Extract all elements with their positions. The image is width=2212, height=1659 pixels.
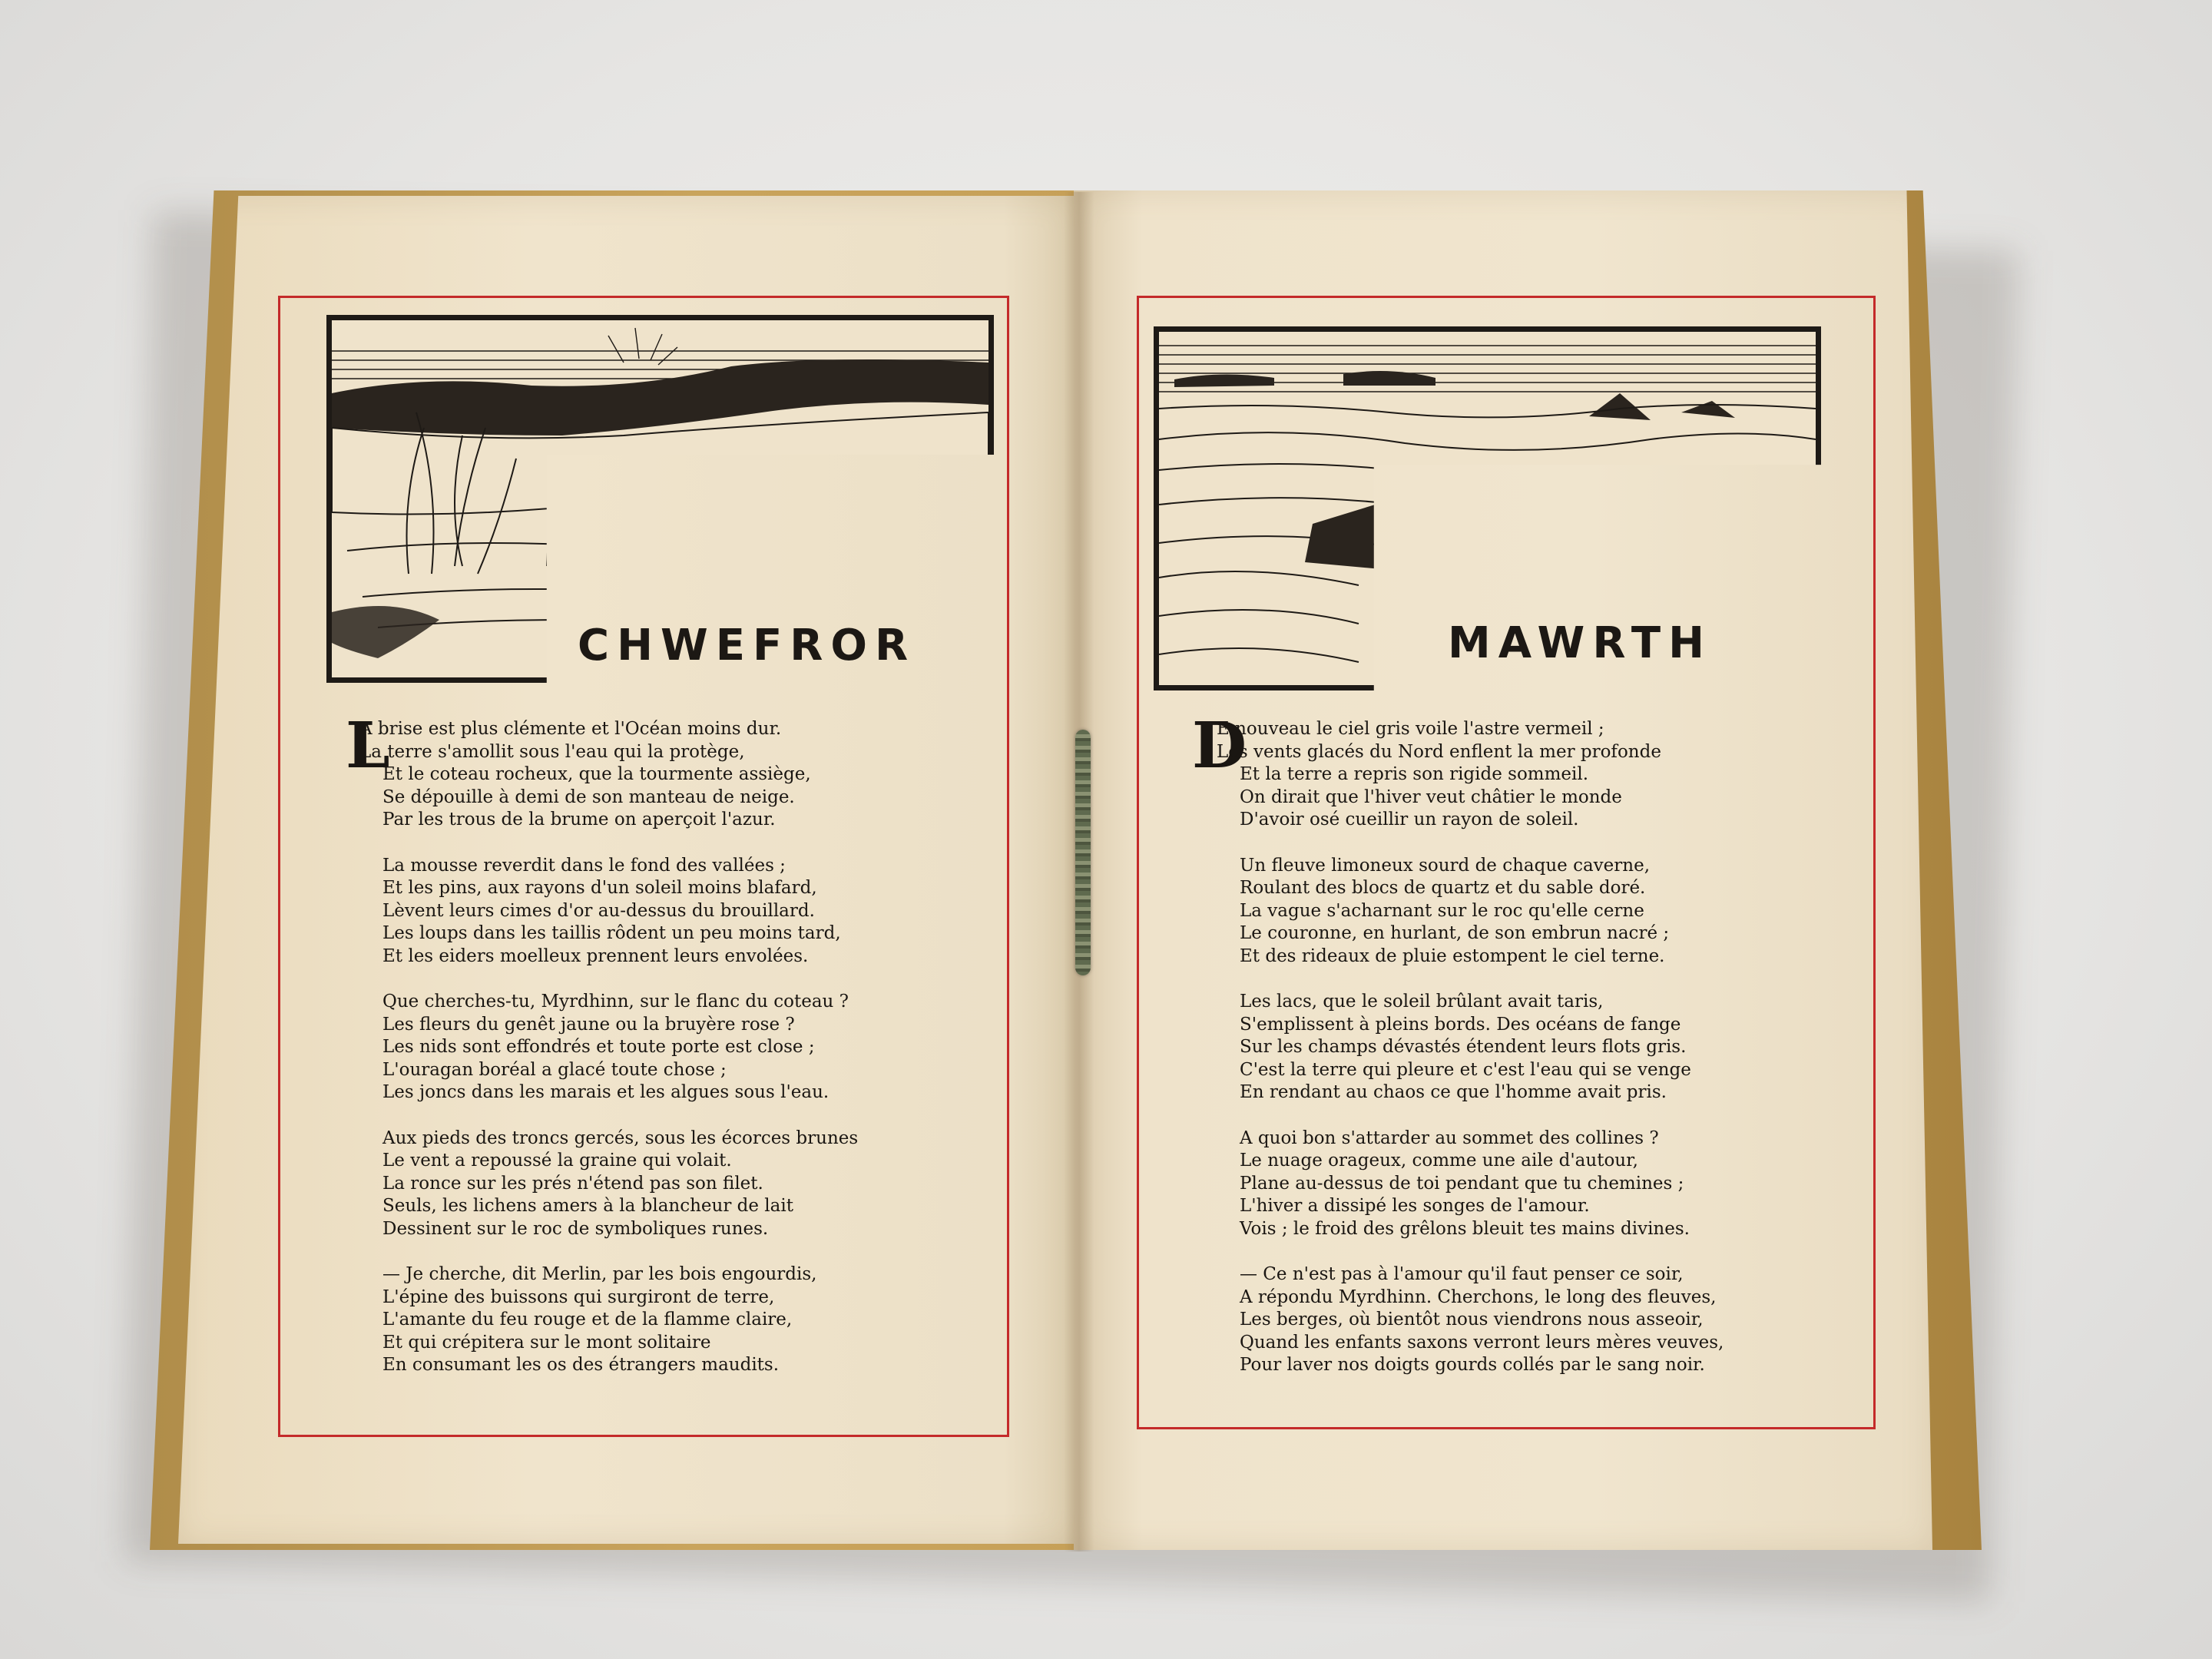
poem-line: Et les eiders moelleux prennent leurs envolées.: [382, 945, 809, 966]
poem-line: E nouveau le ciel gris voile l'astre vermeil ;: [1217, 719, 1604, 739]
poem-stanza: [1240, 1128, 1823, 1241]
poem-line: Roulant des blocs de quartz et du sable doré.: [1240, 878, 1646, 898]
poem-line: La vague s'acharnant sur le roc qu'elle cerne: [1240, 900, 1644, 921]
poem-line: La mousse reverdit dans le fond des vallées ;: [382, 855, 786, 876]
poem-line: La ronce sur les prés n'étend pas son filet.: [382, 1173, 763, 1194]
poem-line: Les joncs dans les marais et les algues sous l'eau.: [382, 1082, 830, 1102]
poem-line: Les loups dans les taillis rôdent un peu moins tard,: [382, 923, 841, 943]
left-dropcap: L: [346, 709, 390, 783]
poem-line: Plane au-dessus de toi pendant que tu chemines ;: [1240, 1173, 1684, 1194]
poem-line: Lèvent leurs cimes d'or au-dessus du brouillard.: [382, 900, 815, 921]
poem-line: Et des rideaux de pluie estompent le ciel terne.: [1240, 945, 1665, 966]
poem-line: L'épine des buissons qui surgiront de terre,: [382, 1286, 775, 1307]
right-poem: [1217, 718, 1823, 1400]
poem-line: Dessinent sur le roc de symboliques runes.: [382, 1218, 769, 1239]
poem-line: Et les pins, aux rayons d'un soleil moins blafard,: [382, 878, 817, 898]
poem-line: On dirait que l'hiver veut châtier le monde: [1240, 786, 1622, 807]
poem-line: A brise est plus clémente et l'Océan moins dur.: [359, 719, 782, 739]
poem-line: Le vent a repoussé la graine qui volait.: [382, 1151, 732, 1171]
poem-line: L'amante du feu rouge et de la flamme claire,: [382, 1310, 793, 1330]
poem-stanza: [1240, 855, 1823, 969]
right-dropcap: D: [1192, 709, 1247, 783]
poem-line: Sur les champs dévastés étendent leurs flots gris.: [1240, 1037, 1687, 1057]
poem-stanza: [382, 855, 966, 969]
poem-line: Le couronne, en hurlant, de son embrun nacré ;: [1240, 923, 1670, 943]
poem-line: A quoi bon s'attarder au sommet des collines ?: [1240, 1128, 1659, 1148]
poem-line: En rendant au chaos ce que l'homme avait pris.: [1240, 1082, 1667, 1102]
poem-line: Un fleuve limoneux sourd de chaque caverne,: [1240, 855, 1651, 876]
poem-line: Se dépouille à demi de son manteau de neige.: [382, 786, 795, 807]
poem-line: Quand les enfants saxons verront leurs mères veuves,: [1240, 1332, 1724, 1353]
poem-line: Aux pieds des troncs gercés, sous les écorces brunes: [382, 1128, 859, 1148]
poem-line: C'est la terre qui pleure et c'est l'eau qui se venge: [1240, 1059, 1691, 1080]
poem-line: — Je cherche, dit Merlin, par les bois engourdis,: [382, 1264, 817, 1284]
poem-line: S'emplissent à pleins bords. Des océans de fange: [1240, 1014, 1681, 1035]
poem-line: Pour laver nos doigts gourds collés par le sang noir.: [1240, 1355, 1705, 1375]
poem-line: Vois ; le froid des grêlons bleuit tes mains divines.: [1240, 1218, 1690, 1239]
poem-stanza: [382, 991, 966, 1104]
left-poem: [359, 718, 966, 1400]
poem-line: Et le coteau rocheux, que la tourmente assiège,: [382, 764, 811, 784]
poem-line: D'avoir osé cueillir un rayon de soleil.: [1240, 810, 1579, 830]
poem-line: Les nids sont effondrés et toute porte est close ;: [382, 1037, 815, 1057]
poem-line: Les fleurs du genêt jaune ou la bruyère rose ?: [382, 1014, 795, 1035]
poem-line: Et qui crépitera sur le mont solitaire: [382, 1332, 711, 1353]
poem-line: Et la terre a repris son rigide sommeil.: [1240, 764, 1589, 784]
left-page-title: CHWEFROR: [578, 621, 916, 671]
poem-line: Le nuage orageux, comme une aile d'autour,: [1240, 1151, 1638, 1171]
poem-line: Les lacs, que le soleil brûlant avait taris,: [1240, 992, 1604, 1012]
poem-line: — Ce n'est pas à l'amour qu'il faut penser ce soir,: [1240, 1264, 1684, 1284]
poem-stanza: [382, 1128, 966, 1241]
poem-stanza: [1240, 1263, 1823, 1377]
poem-line: Par les trous de la brume on aperçoit l'azur.: [382, 810, 776, 830]
poem-line: A répondu Myrdhinn. Cherchons, le long des fleuves,: [1240, 1286, 1717, 1307]
poem-line: L'ouragan boréal a glacé toute chose ;: [382, 1059, 727, 1080]
poem-line: La terre s'amollit sous l'eau qui la protège,: [359, 741, 745, 762]
poem-stanza: [359, 718, 966, 832]
right-page-title: MAWRTH: [1448, 618, 1712, 668]
poem-line: En consumant les os des étrangers maudits.: [382, 1355, 780, 1375]
poem-line: L'hiver a dissipé les songes de l'amour.: [1240, 1196, 1590, 1216]
poem-stanza: [1240, 991, 1823, 1104]
poem-line: Les berges, où bientôt nous viendrons nous asseoir,: [1240, 1310, 1704, 1330]
binding-cord: [1075, 730, 1091, 975]
poem-line: Seuls, les lichens amers à la blancheur de lait: [382, 1196, 793, 1216]
poem-line: Les vents glacés du Nord enflent la mer profonde: [1217, 741, 1661, 762]
poem-stanza: [1217, 718, 1823, 832]
poem-line: Que cherches-tu, Myrdhinn, sur le flanc du coteau ?: [382, 992, 849, 1012]
poem-stanza: [382, 1263, 966, 1377]
